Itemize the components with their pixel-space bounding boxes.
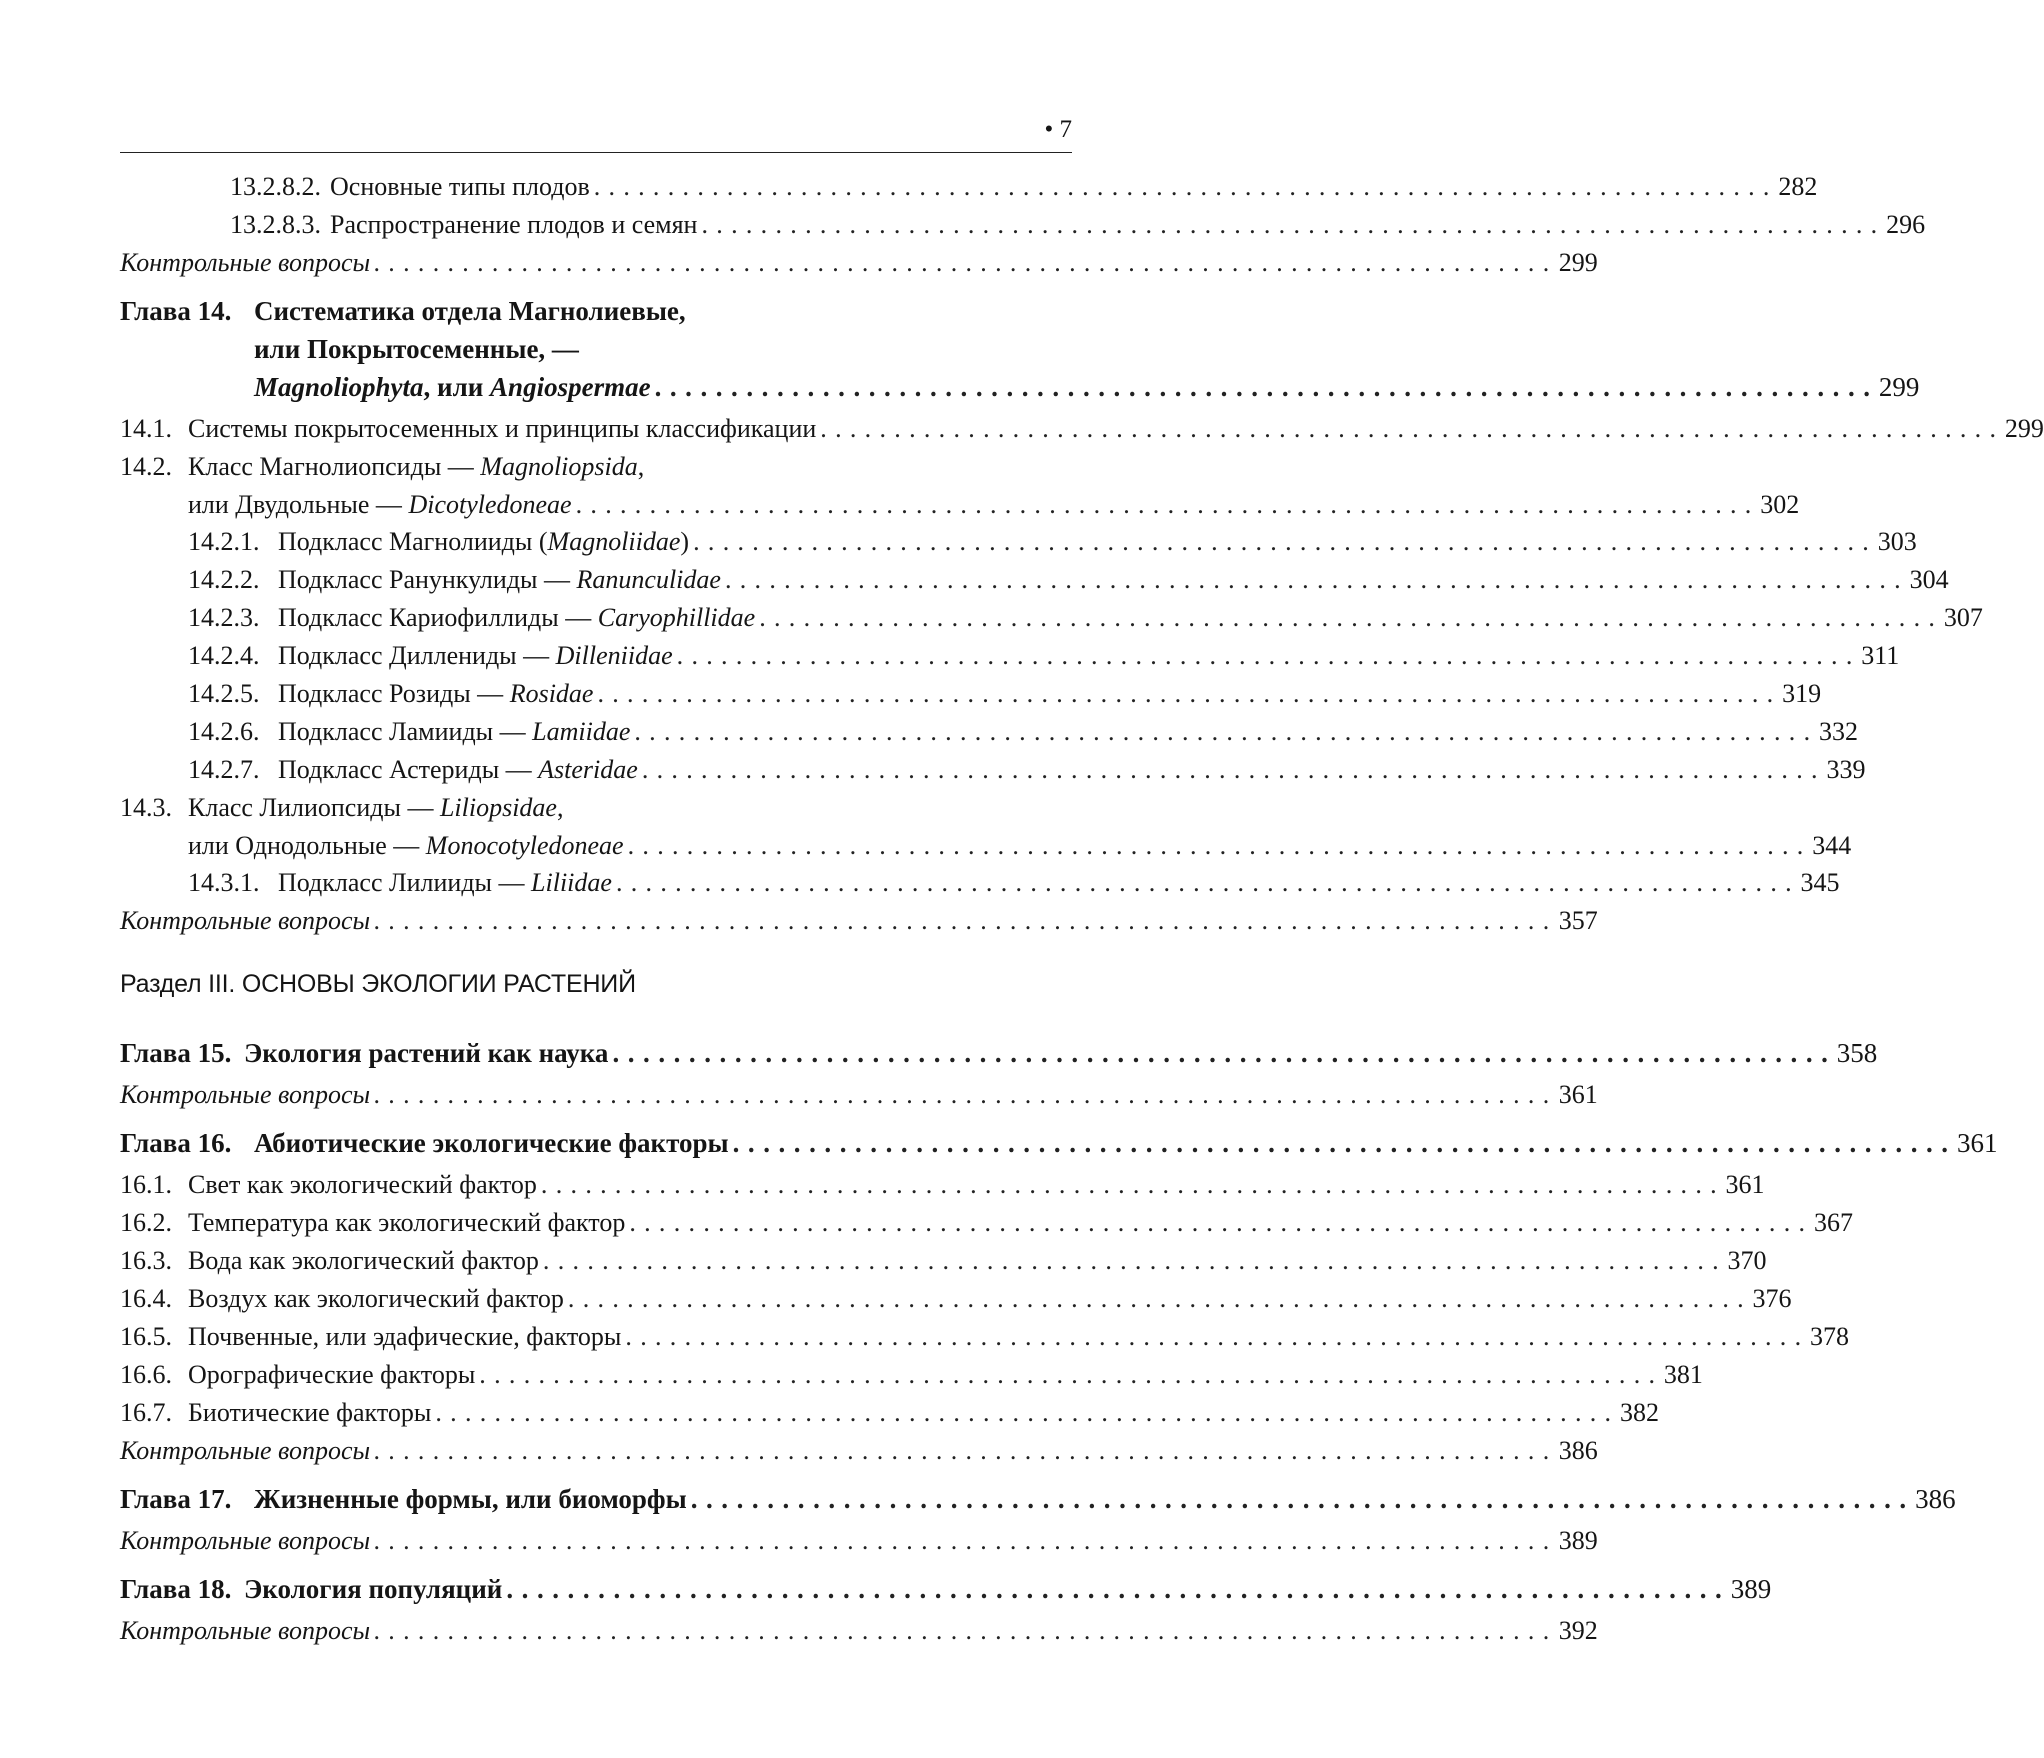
dot-leader: . . . . . . . . . . . . . . . . . . . . . . . . . . . . . . . . . . . . . . . . . . . . . . . . . . . . . . . . . . . . . . . . . . . . . . . . . . . . . . . . xyxy=(374,1616,1551,1645)
page-ref: 361 xyxy=(1956,1128,1998,1158)
latin-name: Контрольные вопросы xyxy=(120,1436,371,1465)
toc-line xyxy=(120,1612,1598,1650)
entry-text-part: Орографические факторы xyxy=(188,1360,476,1389)
dot-leader: . . . . . . . . . . . . . . . . . . . . . . . . . . . . . . . . . . . . . . . . . . . . . . . . . . . . . . . . . . . . . . . . . . . . . . . . . . . . . . . . xyxy=(374,1436,1551,1465)
toc-line xyxy=(120,637,1900,675)
latin-name: Dilleniidae xyxy=(555,641,673,670)
entry-text-part: или Однодольные — xyxy=(188,831,426,860)
page-ref: 303 xyxy=(1877,527,1917,556)
page-ref: 299 xyxy=(1558,248,1598,277)
entry-text-part: Систематика отдела Магнолиевые, xyxy=(254,296,686,326)
entry-text-part: ) xyxy=(680,527,690,556)
entry-text-part: Подкласс Диллениды — xyxy=(278,641,556,670)
entry-number: 14.2.2. xyxy=(188,565,260,594)
entry-number: 16.5. xyxy=(120,1322,172,1351)
page-ref: 344 xyxy=(1812,831,1852,860)
entry-number: 13.2.8.3. xyxy=(230,210,321,239)
entry-title xyxy=(278,599,755,637)
dot-leader: . . . . . . . . . . . . . . . . . . . . . . . . . . . . . . . . . . . . . . . . . . . . . . . . . . . . . . . . . . . . . . . . . . . . . . . . . . . . . . . . xyxy=(615,868,1793,897)
toc-line xyxy=(120,410,2044,448)
entry-text-part: Основные типы плодов xyxy=(330,172,590,201)
toc-line xyxy=(120,1166,1765,1204)
entry-text-part: Экология растений как наука xyxy=(244,1038,609,1068)
entry-number: 14.1. xyxy=(120,414,172,443)
toc-line xyxy=(120,751,1866,789)
entry-title xyxy=(330,206,697,244)
dot-leader: . . . . . . . . . . . . . . . . . . . . . . . . . . . . . . . . . . . . . . . . . . . . . . . . . . . . . . . . . . . . . . . . . . . . . . . . . . . . . . . . xyxy=(506,1574,1723,1604)
dot-leader: . . . . . . . . . . . . . . . . . . . . . . . . . . . . . . . . . . . . . . . . . . . . . . . . . . . . . . . . . . . . . . . . . . . . . . . . . . . . . . . . xyxy=(690,1484,1908,1514)
entry-title xyxy=(188,410,816,448)
entry-text-part: или Двудольные — xyxy=(188,490,409,519)
entry-number: Глава 16. xyxy=(120,1128,232,1158)
entry-number: 16.6. xyxy=(120,1360,172,1389)
dot-leader: . . . . . . . . . . . . . . . . . . . . . . . . . . . . . . . . . . . . . . . . . . . . . . . . . . . . . . . . . . . . . . . . . . . . . . . . . . . . . . . . xyxy=(567,1284,1745,1313)
entry-title xyxy=(188,1318,621,1356)
entry-number: 14.2.4. xyxy=(188,641,260,670)
toc-line xyxy=(120,864,1840,902)
page-ref: 389 xyxy=(1558,1526,1598,1555)
entry-title xyxy=(188,789,563,827)
page-ref: 367 xyxy=(1813,1208,1853,1237)
entry-number: 14.3. xyxy=(120,793,172,822)
entry-title xyxy=(254,368,651,406)
entry-text-part: Системы покрытосеменных и принципы классификации xyxy=(188,414,817,443)
dot-leader: . . . . . . . . . . . . . . . . . . . . . . . . . . . . . . . . . . . . . . . . . . . . . . . . . . . . . . . . . . . . . . . . . . . . . . . . . . . . . . . . xyxy=(676,641,1854,670)
dot-leader: . . . . . . . . . . . . . . . . . . . . . . . . . . . . . . . . . . . . . . . . . . . . . . . . . . . . . . . . . . . . . . . . . . . . . . . . . . . . . . . . xyxy=(542,1246,1720,1275)
page-ref: 296 xyxy=(1886,210,1926,239)
page-ref: 370 xyxy=(1727,1246,1767,1275)
entry-title xyxy=(188,448,644,486)
dot-leader: . . . . . . . . . . . . . . . . . . . . . . . . . . . . . . . . . . . . . . . . . . . . . . . . . . . . . . . . . . . . . . . . . . . . . . . . . . . . . . . . xyxy=(701,210,1879,239)
entry-number: 13.2.8.2. xyxy=(230,172,321,201)
page-ref: 386 xyxy=(1915,1484,1956,1514)
entry-number: 16.2. xyxy=(120,1208,172,1237)
entry-text-part: Экология популяций xyxy=(244,1574,503,1604)
page-ref: 299 xyxy=(1878,372,1920,402)
latin-name: Liliidae xyxy=(531,868,612,897)
entry-title xyxy=(254,1124,729,1162)
entry-title xyxy=(244,1034,608,1072)
latin-name: Контрольные вопросы xyxy=(120,906,371,935)
toc-line xyxy=(120,1570,1772,1608)
entry-title xyxy=(188,827,624,865)
toc-line xyxy=(120,1522,1598,1560)
toc-line xyxy=(120,1076,1598,1114)
page-ref: 302 xyxy=(1760,490,1800,519)
entry-text-part: Почвенные, или эдафические, факторы xyxy=(188,1322,622,1351)
dot-leader: . . . . . . . . . . . . . . . . . . . . . . . . . . . . . . . . . . . . . . . . . . . . . . . . . . . . . . . . . . . . . . . . . . . . . . . . . . . . . . . . xyxy=(374,248,1551,277)
page-number: • 7 xyxy=(1044,116,1072,143)
toc-line xyxy=(120,206,1926,244)
toc-line xyxy=(120,789,1072,827)
page-ref: 319 xyxy=(1782,679,1822,708)
toc-line xyxy=(120,713,1858,751)
entry-text-part: Класс Магнолиопсиды — xyxy=(188,452,481,481)
dot-leader: . . . . . . . . . . . . . . . . . . . . . . . . . . . . . . . . . . . . . . . . . . . . . . . . . . . . . . . . . . . . . . . . . . . . . . . . . . . . . . . . xyxy=(435,1398,1612,1427)
toc-line xyxy=(120,1394,1659,1432)
page-ref: 361 xyxy=(1558,1080,1598,1109)
header-rule xyxy=(120,152,1072,153)
page-ref: 282 xyxy=(1778,172,1818,201)
entry-number: Глава 18. xyxy=(120,1574,232,1604)
toc-line xyxy=(120,1318,1849,1356)
entry-title xyxy=(278,561,721,599)
latin-name: Asteridae xyxy=(538,755,638,784)
entry-number: 14.2.5. xyxy=(188,679,260,708)
toc-line xyxy=(120,448,1072,486)
page-ref: 358 xyxy=(1836,1038,1878,1068)
entry-title xyxy=(188,1356,475,1394)
toc-line xyxy=(120,902,1598,940)
latin-name: Контрольные вопросы xyxy=(120,1526,371,1555)
entry-text-part: Абиотические экологические факторы xyxy=(254,1128,729,1158)
page-ref: 389 xyxy=(1730,1574,1772,1604)
latin-name: Lamiidae xyxy=(532,717,631,746)
dot-leader: . . . . . . . . . . . . . . . . . . . . . . . . . . . . . . . . . . . . . . . . . . . . . . . . . . . . . . . . . . . . . . . . . . . . . . . . . . . . . . . . xyxy=(575,490,1753,519)
entry-text-part: Вода как экологический фактор xyxy=(188,1246,539,1275)
page-ref: 378 xyxy=(1810,1322,1849,1351)
dot-leader: . . . . . . . . . . . . . . . . . . . . . . . . . . . . . . . . . . . . . . . . . . . . . . . . . . . . . . . . . . . . . . . . . . . . . . . . . . . . . . . . xyxy=(612,1038,1829,1068)
page-ref: 307 xyxy=(1943,603,1983,632)
dot-leader: . . . . . . . . . . . . . . . . . . . . . . . . . . . . . . . . . . . . . . . . . . . . . . . . . . . . . . . . . . . . . . . . . . . . . . . . . . . . . . . . xyxy=(641,755,1819,784)
toc-line xyxy=(120,523,1917,561)
entry-text-part: Распространение плодов и семян xyxy=(330,210,698,239)
dot-leader: . . . . . . . . . . . . . . . . . . . . . . . . . . . . . . . . . . . . . . . . . . . . . . . . . . . . . . . . . . . . . . . . . . . . . . . . . . . . . . . . xyxy=(540,1170,1718,1199)
entry-number: 16.7. xyxy=(120,1398,172,1427)
entry-number: 16.4. xyxy=(120,1284,172,1313)
page-ref: 386 xyxy=(1558,1436,1598,1465)
entry-title xyxy=(330,168,590,206)
page-ref: 381 xyxy=(1663,1360,1703,1389)
entry-text-part: Подкласс Астериды — xyxy=(278,755,539,784)
toc-line xyxy=(120,675,1822,713)
entry-text-part: Класс Лилиопсиды — xyxy=(188,793,440,822)
entry-title xyxy=(188,1242,539,1280)
dot-leader: . . . . . . . . . . . . . . . . . . . . . . . . . . . . . . . . . . . . . . . . . . . . . . . . . . . . . . . . . . . . . . . . . . . . . . . . . . . . . . . . xyxy=(374,1526,1551,1555)
dot-leader: . . . . . . . . . . . . . . . . . . . . . . . . . . . . . . . . . . . . . . . . . . . . . . . . . . . . . . . . . . . . . . . . . . . . . . . . . . . . . . . . xyxy=(593,172,1771,201)
page-ref: 392 xyxy=(1558,1616,1598,1645)
toc-line xyxy=(120,1432,1598,1470)
entry-text-part: Свет как экологический фактор xyxy=(188,1170,537,1199)
dot-leader: . . . . . . . . . . . . . . . . . . . . . . . . . . . . . . . . . . . . . . . . . . . . . . . . . . . . . . . . . . . . . . . . . . . . . . . . . . . . . . . . xyxy=(693,527,1870,556)
section-heading: Раздел III. ОСНОВЫ ЭКОЛОГИИ РАСТЕНИЙ xyxy=(120,970,636,998)
toc-line xyxy=(120,827,1852,865)
entry-number: 14.2.7. xyxy=(188,755,260,784)
entry-text-part: Подкласс Магнолииды ( xyxy=(278,527,548,556)
entry-text-part: Подкласс Кариофиллиды — xyxy=(278,603,598,632)
latin-name: Magnoliopsida xyxy=(480,452,638,481)
entry-title xyxy=(278,637,673,675)
entry-title xyxy=(278,864,612,902)
entry-text-part: Подкласс Лилииды — xyxy=(278,868,532,897)
latin-name: Liliopsidae xyxy=(439,793,557,822)
entry-number: 14.2. xyxy=(120,452,172,481)
toc-line xyxy=(120,599,1983,637)
toc-line xyxy=(120,368,1920,406)
toc-line xyxy=(120,292,1072,330)
entry-number: 14.2.1. xyxy=(188,527,260,556)
latin-name: Angiospermae xyxy=(490,372,651,402)
entry-title xyxy=(188,1204,625,1242)
toc-line xyxy=(120,330,1072,368)
entry-title xyxy=(278,523,689,561)
page-ref: 332 xyxy=(1818,717,1858,746)
entry-number: 16.1. xyxy=(120,1170,172,1199)
dot-leader: . . . . . . . . . . . . . . . . . . . . . . . . . . . . . . . . . . . . . . . . . . . . . . . . . . . . . . . . . . . . . . . . . . . . . . . . . . . . . . . . xyxy=(724,565,1902,594)
entry-title xyxy=(120,1076,370,1114)
entry-text-part: Биотические факторы xyxy=(188,1398,432,1427)
entry-number: 14.2.3. xyxy=(188,603,260,632)
dot-leader: . . . . . . . . . . . . . . . . . . . . . . . . . . . . . . . . . . . . . . . . . . . . . . . . . . . . . . . . . . . . . . . . . . . . . . . . . . . . . . . . xyxy=(759,603,1936,632)
page-ref: 299 xyxy=(2004,414,2044,443)
entry-text-part: Подкласс Ламииды — xyxy=(278,717,533,746)
toc-line xyxy=(120,1204,1853,1242)
entry-text-part: , xyxy=(556,793,564,822)
entry-title xyxy=(120,1432,370,1470)
entry-number: 14.3.1. xyxy=(188,868,260,897)
dot-leader: . . . . . . . . . . . . . . . . . . . . . . . . . . . . . . . . . . . . . . . . . . . . . . . . . . . . . . . . . . . . . . . . . . . . . . . . . . . . . . . . xyxy=(820,414,1997,443)
latin-name: Magnoliophyta xyxy=(254,372,424,402)
page-ref: 382 xyxy=(1619,1398,1659,1427)
dot-leader: . . . . . . . . . . . . . . . . . . . . . . . . . . . . . . . . . . . . . . . . . . . . . . . . . . . . . . . . . . . . . . . . . . . . . . . . . . . . . . . . xyxy=(634,717,1811,746)
toc-line xyxy=(120,168,1818,206)
entry-title xyxy=(188,1280,564,1318)
page-ref: 345 xyxy=(1800,868,1840,897)
entry-title xyxy=(120,902,370,940)
entry-text-part: или Покрытосеменные, — xyxy=(254,334,579,364)
toc-line xyxy=(120,1242,1767,1280)
entry-number: 16.3. xyxy=(120,1246,172,1275)
toc-line xyxy=(120,561,1949,599)
entry-text-part: Жизненные формы, или биоморфы xyxy=(254,1484,687,1514)
entry-title xyxy=(120,1612,370,1650)
entry-title xyxy=(278,751,638,789)
entry-number: 14.2.6. xyxy=(188,717,260,746)
entry-text-part: Подкласс Розиды — xyxy=(278,679,510,708)
toc-line xyxy=(120,1124,1998,1162)
toc-line xyxy=(120,1034,1878,1072)
entry-title xyxy=(254,292,686,330)
dot-leader: . . . . . . . . . . . . . . . . . . . . . . . . . . . . . . . . . . . . . . . . . . . . . . . . . . . . . . . . . . . . . . . . . . . . . . . . . . . . . . . . xyxy=(597,679,1775,708)
entry-title xyxy=(254,1480,687,1518)
dot-leader: . . . . . . . . . . . . . . . . . . . . . . . . . . . . . . . . . . . . . . . . . . . . . . . . . . . . . . . . . . . . . . . . . . . . . . . . . . . . . . . . xyxy=(625,1322,1802,1351)
dot-leader: . . . . . . . . . . . . . . . . . . . . . . . . . . . . . . . . . . . . . . . . . . . . . . . . . . . . . . . . . . . . . . . . . . . . . . . . . . . . . . . . xyxy=(479,1360,1656,1389)
entry-title xyxy=(278,713,630,751)
dot-leader: . . . . . . . . . . . . . . . . . . . . . . . . . . . . . . . . . . . . . . . . . . . . . . . . . . . . . . . . . . . . . . . . . . . . . . . . . . . . . . . . xyxy=(629,1208,1806,1237)
latin-name: Monocotyledoneae xyxy=(425,831,624,860)
dot-leader: . . . . . . . . . . . . . . . . . . . . . . . . . . . . . . . . . . . . . . . . . . . . . . . . . . . . . . . . . . . . . . . . . . . . . . . . . . . . . . . . xyxy=(627,831,1805,860)
dot-leader: . . . . . . . . . . . . . . . . . . . . . . . . . . . . . . . . . . . . . . . . . . . . . . . . . . . . . . . . . . . . . . . . . . . . . . . . . . . . . . . . xyxy=(374,906,1551,935)
latin-name: Контрольные вопросы xyxy=(120,1616,371,1645)
entry-text-part: , или xyxy=(423,372,491,402)
toc-line xyxy=(120,244,1598,282)
entry-title xyxy=(244,1570,502,1608)
entry-title xyxy=(188,486,572,524)
toc-line xyxy=(120,486,1800,524)
entry-title xyxy=(120,1522,370,1560)
entry-number: Глава 14. xyxy=(120,296,232,326)
latin-name: Dicotyledoneae xyxy=(408,490,572,519)
page-ref: 339 xyxy=(1826,755,1866,784)
toc-line xyxy=(120,1356,1703,1394)
latin-name: Magnoliidae xyxy=(547,527,681,556)
dot-leader: . . . . . . . . . . . . . . . . . . . . . . . . . . . . . . . . . . . . . . . . . . . . . . . . . . . . . . . . . . . . . . . . . . . . . . . . . . . . . . . . xyxy=(732,1128,1949,1158)
latin-name: Caryophillidae xyxy=(597,603,756,632)
page-ref: 311 xyxy=(1861,641,1900,670)
entry-text-part: , xyxy=(637,452,645,481)
entry-number: Глава 15. xyxy=(120,1038,232,1068)
toc-line xyxy=(120,1480,1956,1518)
entry-text-part: Подкласс Ранункулиды — xyxy=(278,565,577,594)
page-ref: 357 xyxy=(1558,906,1598,935)
entry-number: Глава 17. xyxy=(120,1484,232,1514)
page-ref: 304 xyxy=(1909,565,1949,594)
dot-leader: . . . . . . . . . . . . . . . . . . . . . . . . . . . . . . . . . . . . . . . . . . . . . . . . . . . . . . . . . . . . . . . . . . . . . . . . . . . . . . . . xyxy=(374,1080,1551,1109)
latin-name: Ranunculidae xyxy=(576,565,721,594)
entry-title xyxy=(254,330,579,368)
page-ref: 361 xyxy=(1725,1170,1765,1199)
entry-title xyxy=(278,675,593,713)
entry-text-part: Температура как экологический фактор xyxy=(188,1208,626,1237)
latin-name: Контрольные вопросы xyxy=(120,1080,371,1109)
toc-line xyxy=(120,1280,1792,1318)
entry-title xyxy=(188,1394,431,1432)
entry-title xyxy=(120,244,370,282)
entry-title xyxy=(188,1166,537,1204)
latin-name: Rosidae xyxy=(509,679,594,708)
entry-text-part: Воздух как экологический фактор xyxy=(188,1284,564,1313)
dot-leader: . . . . . . . . . . . . . . . . . . . . . . . . . . . . . . . . . . . . . . . . . . . . . . . . . . . . . . . . . . . . . . . . . . . . . . . . . . . . . . . . xyxy=(654,372,1871,402)
latin-name: Контрольные вопросы xyxy=(120,248,371,277)
page-ref: 376 xyxy=(1752,1284,1792,1313)
